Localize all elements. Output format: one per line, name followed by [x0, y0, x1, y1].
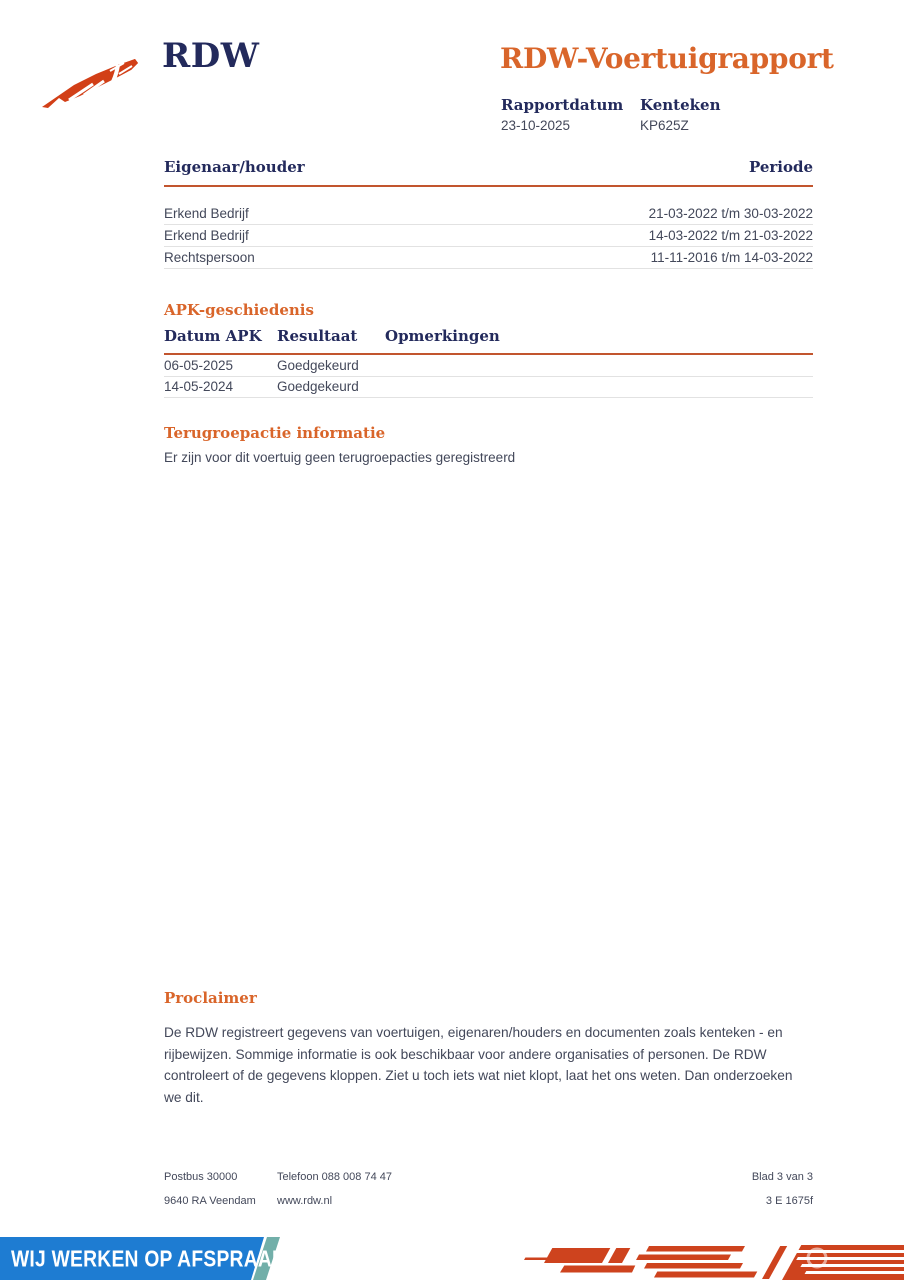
owner-cell: Erkend Bedrijf — [164, 228, 249, 243]
datum-apk-column-header: Datum APK — [164, 327, 262, 345]
recall-info-section — [164, 424, 813, 465]
period-cell: 11-11-2016 t/m 14-03-2022 — [650, 250, 813, 265]
footer-phone: Telefoon 088 008 74 47 — [277, 1171, 392, 1183]
page-title: RDW-Voertuigrapport — [500, 42, 834, 75]
resultaat-cell: Goedgekeurd — [277, 357, 359, 373]
proclaimer-section — [164, 989, 796, 1108]
table-row — [164, 247, 813, 269]
apk-table-header — [164, 327, 813, 355]
opmerkingen-column-header: Opmerkingen — [385, 327, 500, 345]
footer-page-indicator: Blad 3 van 3 — [751, 1171, 813, 1183]
footer-website: www.rdw.nl — [277, 1195, 333, 1207]
table-row — [164, 225, 813, 247]
proclaimer-body-text: De RDW registreert gegevens van voertuigen, eigenaren/houders en documenten zoals kenteken - en rijbewijzen. Sommige informatie is ook beschikbaar voor andere organisaties of personen. De RDW controleert of de gegevens kloppen. Ziet u toch iets wat niet klopt, laat het ons weten. Dan onderzoeken we dit. — [164, 1025, 793, 1105]
footer-address-line2: 9640 RA Veendam — [164, 1195, 256, 1207]
apk-section-heading: APK-geschiedenis — [164, 301, 314, 319]
owner-cell: Erkend Bedrijf — [164, 206, 249, 221]
period-column-header: Periode — [748, 158, 813, 176]
banner-slogan: WIJ WERKEN OP AFSPRAAK — [11, 1245, 287, 1271]
apk-table-rows — [164, 355, 813, 398]
owner-table-header — [164, 158, 813, 187]
owner-section — [164, 158, 813, 269]
speed-stripes-graphic — [524, 1238, 904, 1280]
table-row — [164, 355, 813, 377]
bottom-banner — [0, 1237, 904, 1280]
datum-cell: 06-05-2025 — [164, 357, 234, 373]
proclaimer-heading: Proclaimer — [164, 989, 257, 1007]
period-cell: 14-03-2022 t/m 21-03-2022 — [648, 228, 813, 243]
table-row — [164, 203, 813, 225]
recall-section-heading: Terugroepactie informatie — [164, 424, 386, 442]
owner-cell: Rechtspersoon — [164, 250, 255, 265]
kenteken-label: Kenteken — [640, 96, 721, 114]
period-cell: 21-03-2022 t/m 30-03-2022 — [648, 206, 813, 221]
footer-row — [164, 1171, 813, 1195]
footer-address-line1: Postbus 30000 — [164, 1171, 238, 1183]
rdw-logo-wordmark: RDW — [162, 36, 260, 76]
rapportdatum-value: 23-10-2025 — [501, 118, 571, 133]
footer-row — [164, 1195, 813, 1219]
rdw-flag-icon — [38, 50, 142, 114]
owner-column-header: Eigenaar/houder — [164, 158, 305, 176]
table-row — [164, 377, 813, 399]
rapportdatum-label: Rapportdatum — [501, 96, 624, 114]
footer-form-code: 3 E 1675f — [765, 1195, 813, 1207]
resultaat-column-header: Resultaat — [277, 327, 358, 345]
resultaat-cell: Goedgekeurd — [277, 379, 359, 395]
kenteken-value: KP625Z — [640, 118, 689, 133]
owner-table-rows — [164, 203, 813, 269]
apk-history-section — [164, 301, 813, 398]
recall-body-text: Er zijn voor dit voertuig geen terugroepacties geregistreerd — [164, 450, 516, 465]
datum-cell: 14-05-2024 — [164, 379, 234, 395]
page-footer — [164, 1171, 813, 1219]
